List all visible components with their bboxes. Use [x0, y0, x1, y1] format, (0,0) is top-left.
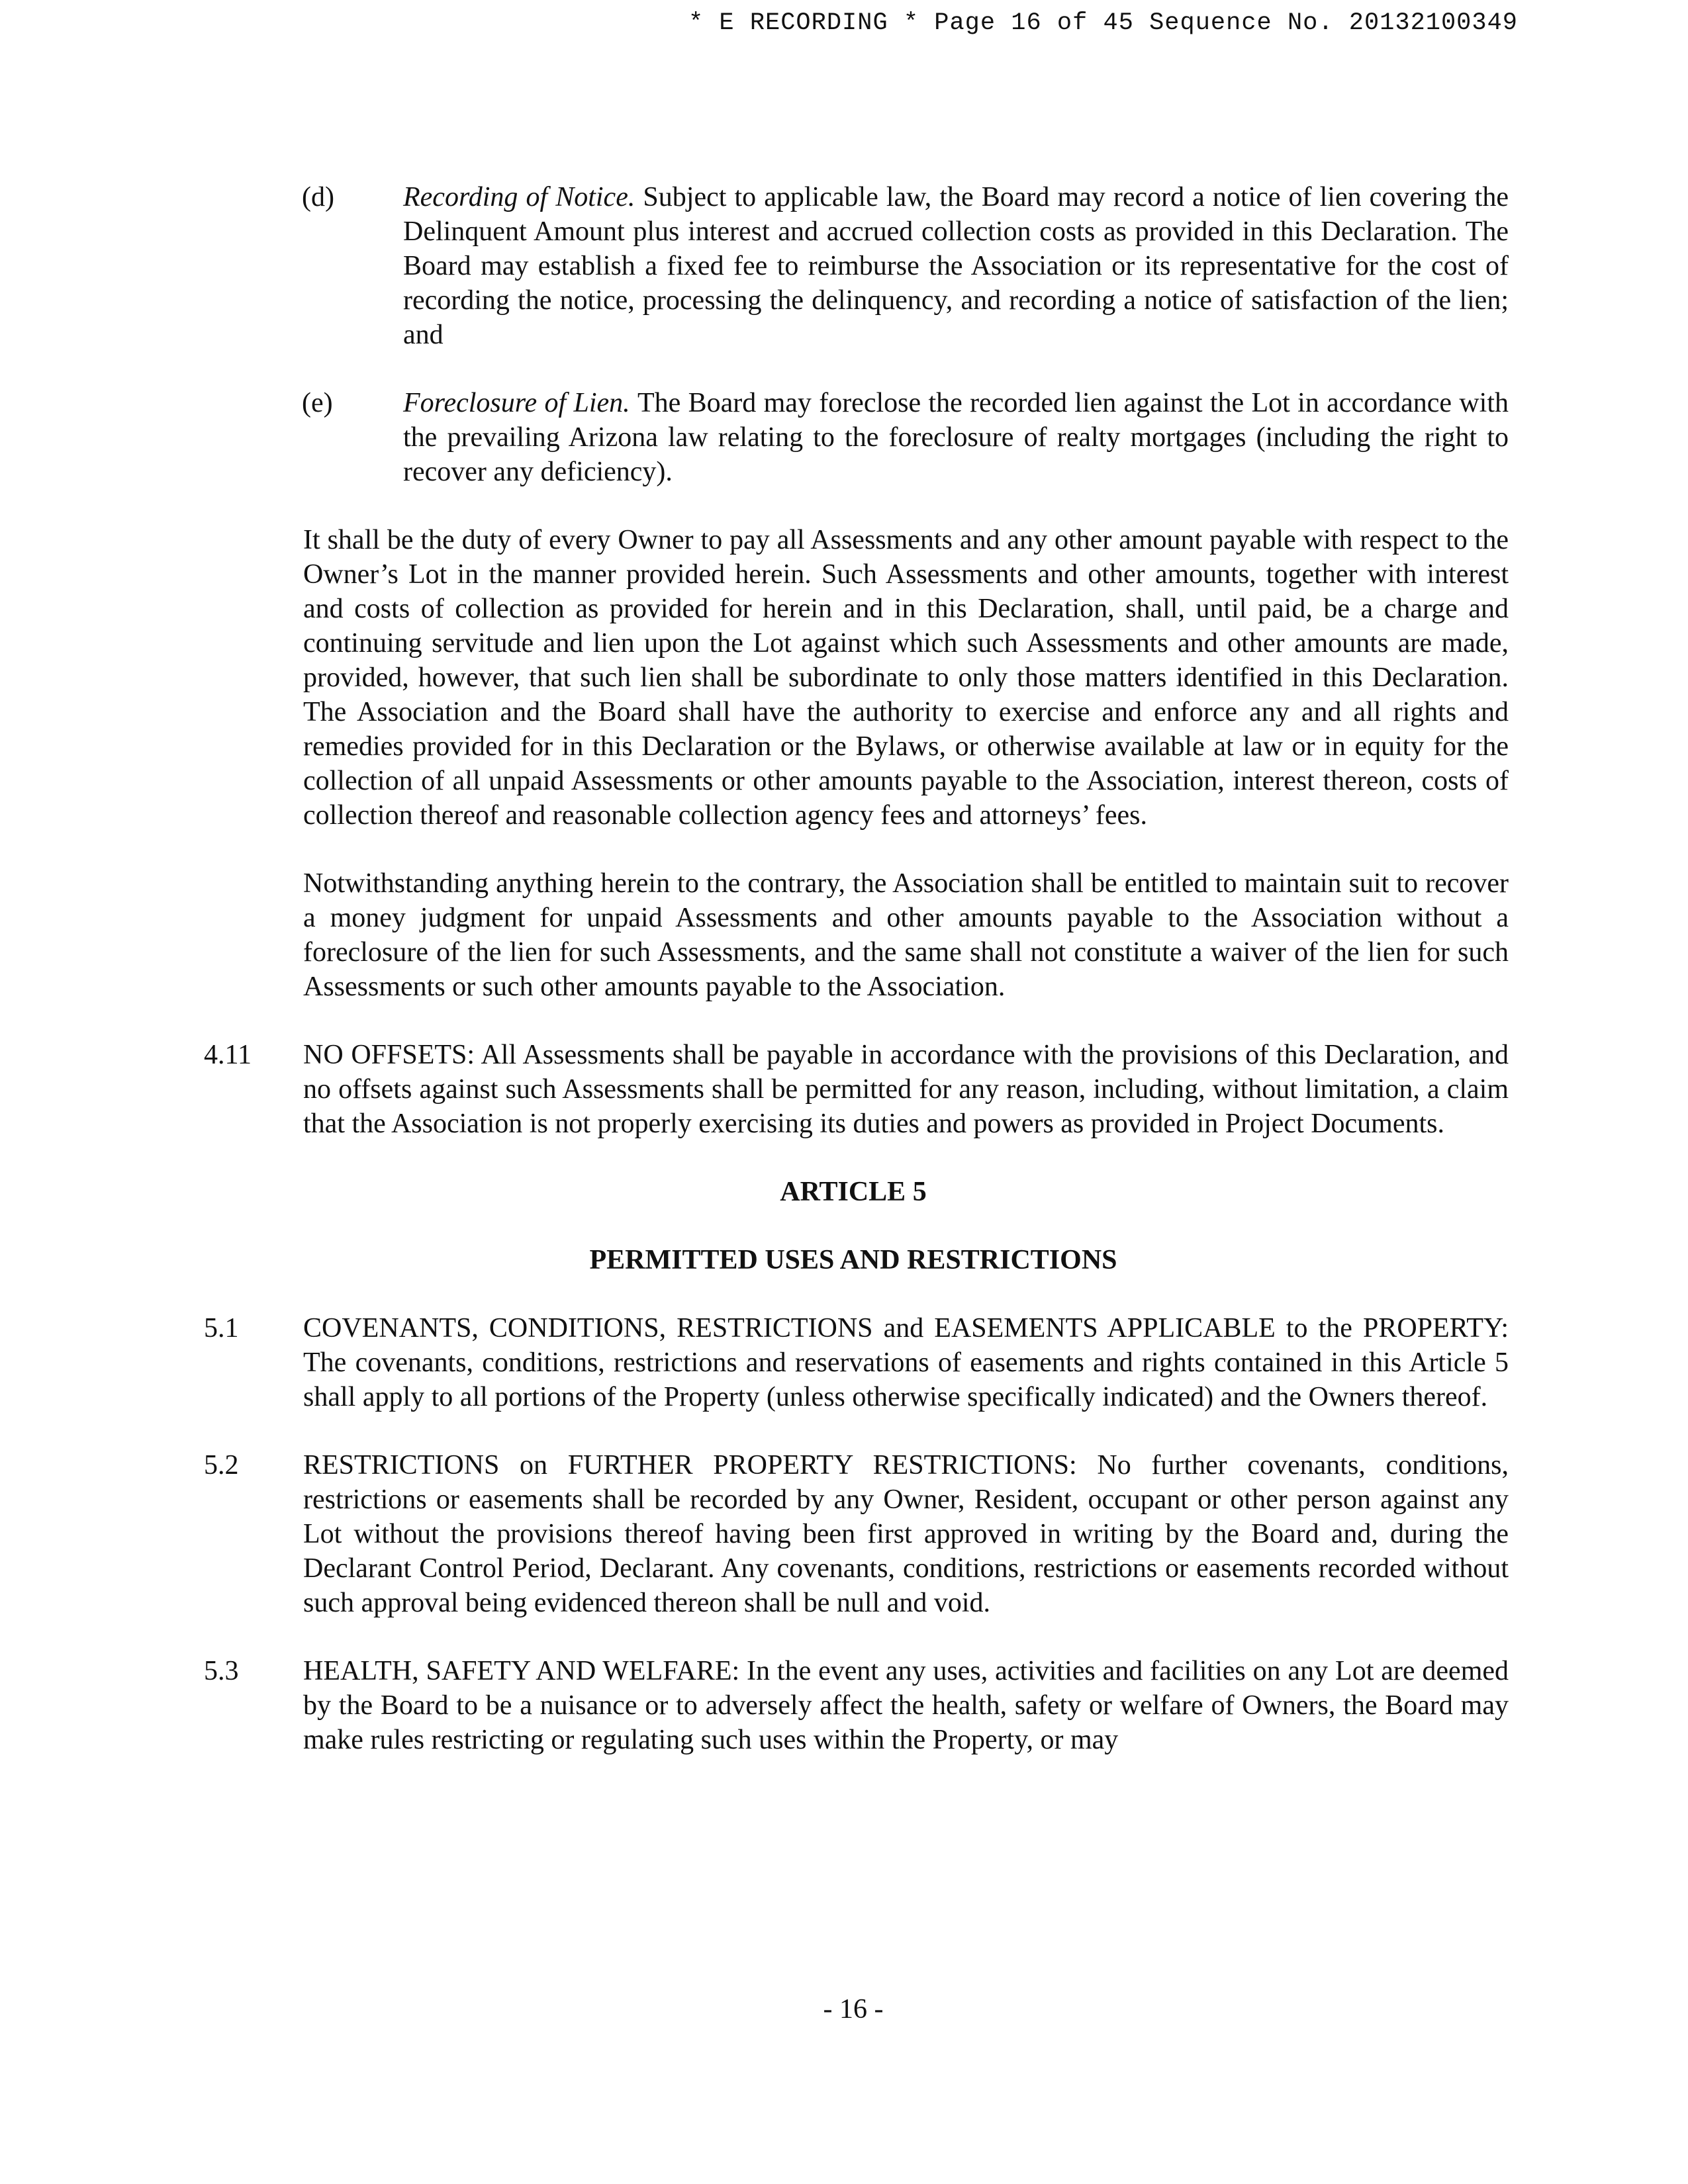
document-body: [0, 180, 1688, 1791]
subsection-d: [302, 180, 1509, 352]
page-number: - 16 -: [823, 1994, 884, 2025]
section-4-11: [204, 1038, 1509, 1141]
article-label: ARTICLE 5: [780, 1177, 927, 1207]
paragraph-money-judgment: Notwithstanding anything herein to the contrary, the Association shall be entitled to maintain suit to recover a money judgment for unpaid Assessments and other amounts payable to the Association without a foreclosure of the lien for such Assessments, and the same shall not constitute a waiver of the lien for such Assessments or such other amounts payable to the Association.: [303, 868, 1509, 1002]
section-number: 5.1: [204, 1313, 239, 1343]
subsection-e: [302, 386, 1509, 489]
subsection-title: Recording of Notice.: [403, 182, 643, 212]
article-title: PERMITTED USES AND RESTRICTIONS: [589, 1245, 1117, 1275]
section-text: COVENANTS, CONDITIONS, RESTRICTIONS and EASEMENTS APPLICABLE to the PROPERTY: The covenants, conditions, restrictions and reservations of easements and rights contained in this Article 5 shall apply to all portions of the Property (unless otherwise specifically indicated) and the Owners thereof.: [303, 1313, 1509, 1412]
subsection-text: Subject to applicable law, the Board may record a notice of lien covering the Delinquent Amount plus interest and accrued collection costs as provided in this Declaration. The Board may establish a fixed fee to reimburse the Association or its representative for the cost of recording the notice, processing the delinquency, and recording a notice of satisfaction of the lien; and: [403, 182, 1509, 350]
section-number: 5.3: [204, 1656, 239, 1686]
paragraph-owner-duty: It shall be the duty of every Owner to pay all Assessments and any other amount payable with respect to the Owner’s Lot in the manner provided herein. Such Assessments and other amounts, together with interest and costs of collection as provided for herein and in this Declaration, shall, until paid, be a charge and continuing servitude and lien upon the Lot against which such Assessments and other amounts are made, provided, however, that such lien shall be subordinate to only those matters identified in this Declaration. The Association and the Board shall have the authority to exercise and enforce any and all rights and remedies provided for in this Declaration or the Bylaws, or otherwise available at law or in equity for the collection of all unpaid Assessments or other amounts payable to the Association, interest thereon, costs of collection thereof and reasonable collection agency fees and attorneys’ fees.: [303, 525, 1509, 831]
section-5-3: [204, 1654, 1509, 1757]
section-number: 5.2: [204, 1450, 239, 1480]
subsection-title: Foreclosure of Lien.: [403, 388, 637, 418]
section-text: NO OFFSETS: All Assessments shall be payable in accordance with the provisions of this Declaration, and no offsets against such Assessments shall be permitted for any reason, including, without limitation, a claim that the Association is not properly exercising its duties and powers as provided in Project Documents.: [303, 1040, 1509, 1139]
subsection-text: The Board may foreclose the recorded lien against the Lot in accordance with the prevailing Arizona law relating to the foreclosure of realty mortgages (including the right to recover any deficiency).: [403, 388, 1509, 487]
subsection-marker: (e): [302, 388, 333, 418]
recording-header: * E RECORDING * Page 16 of 45 Sequence No. 20132100349: [688, 9, 1518, 37]
subsection-marker: (d): [302, 182, 334, 212]
section-5-2: [204, 1448, 1509, 1620]
section-text: HEALTH, SAFETY AND WELFARE: In the event any uses, activities and facilities on any Lot are deemed by the Board to be a nuisance or to adversely affect the health, safety or welfare of Owners, the Board may make rules restricting or regulating such uses within the Property, or may: [303, 1656, 1509, 1755]
section-5-1: [204, 1311, 1509, 1414]
section-number: 4.11: [204, 1040, 252, 1070]
section-text: RESTRICTIONS on FURTHER PROPERTY RESTRICTIONS: No further covenants, conditions, restrictions or easements shall be recorded by any Owner, Resident, occupant or other person against any Lot without the provisions thereof having been first approved in writing by the Board and, during the Declarant Control Period, Declarant. Any covenants, conditions, restrictions or easements recorded without such approval being evidenced thereon shall be null and void.: [303, 1450, 1509, 1618]
